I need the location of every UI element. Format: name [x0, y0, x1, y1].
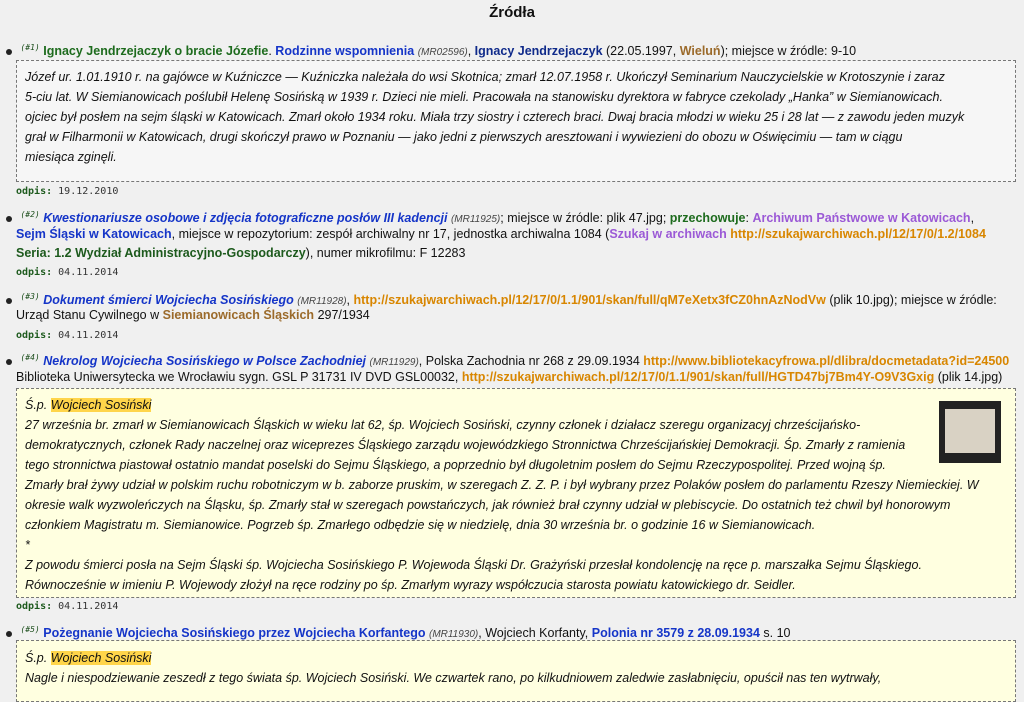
repository-text: , miejsce w repozytorium: zespół archiwalny nr 17, jednostka archiwalna 1084 ( [171, 227, 610, 241]
quote-heading: Ś.p. Wojciech Sosiński [25, 398, 152, 412]
source-entry-1: $^{(\#1)}$ Ignacy Jendrzejaczyk o bracie Józefie. Rodzinne wspomnienia (MR02596), Ignacy Jendrzejaczyk (22.05.1997, Wieluń); miejsce w źródle: 9-10 [6, 38, 1024, 62]
odpis-date-3: odpis: 04.11.2014 [16, 330, 119, 341]
source-title-link[interactable]: Kwestionariusze osobowe i zdjęcia fotograficzne posłów III kadencji [43, 211, 448, 226]
source-title-link[interactable]: Dokument śmierci Wojciecha Sosińskiego [43, 293, 294, 308]
place-link[interactable]: Siemianowicach Śląskich [162, 308, 315, 322]
source-code: (MR11925) [450, 214, 501, 226]
newspaper-thumbnail[interactable] [939, 401, 1001, 463]
source-title-link[interactable]: Pożegnanie Wojciecha Sosińskiego przez Wojciecha Korfantego [43, 626, 426, 641]
source-number: (#5) [20, 625, 40, 634]
quote-line: 27 września br. zmarł w Siemianowicach Śląskich w wieku lat 62, śp. Wojciech Sosiński, czynny członek i działacz szeregu organizacyj chrześcijańsko- [25, 418, 861, 432]
source-number: (#2) [20, 210, 40, 219]
odpis-date-2: odpis: 04.11.2014 [16, 267, 119, 278]
source-code: (MR02596) [417, 47, 468, 59]
source-entry-2: $^{(\#2)}$ Kwestionariusze osobowe i zdjęcia fotograficzne posłów III kadencji (MR11925); miejsce w źródle: plik 47.jpg; przechowuje: Archiwum Państwowe w Katowicach, [6, 205, 1024, 229]
source-date: (22.05.1997, [606, 44, 677, 59]
odpis-date-1: odpis: 19.12.2010 [16, 186, 119, 197]
source-author: , Wojciech Korfanty, [478, 626, 589, 641]
quote-line: miesiąca zginęli. [25, 150, 117, 164]
source-2-line-3 [16, 244, 465, 263]
quote-line: Równocześnie w imieniu P. Wojewody złożył na ręce rodziny po śp. Zmarłym wyrazy współczucia starosta powiatu katowickiego dr. Seidler. [25, 578, 796, 592]
szukaj-link[interactable]: Szukaj w archiwach [609, 227, 727, 241]
quote-box-5 [16, 640, 1016, 702]
archive-link[interactable]: Archiwum Państwowe w Katowicach [752, 211, 971, 226]
author-link[interactable]: Ignacy Jendrzejaczyk [474, 44, 603, 59]
source-location: ); miejsce w źródle: 9-10 [720, 44, 857, 59]
microfilm-text: ), numer mikrofilmu: F 12283 [305, 246, 466, 260]
publication-link[interactable]: Rodzinne wspomnienia [275, 44, 415, 59]
bullet-icon [6, 49, 12, 55]
quote-line: Zmarły brał żywy udział w polskim ruchu robotniczym w b. zaborze pruskim, w szeregach Z. Z. P. i był wybrany przez Polaków posłem do parlamentu Rzeszy Niemieckiej. W [25, 478, 979, 492]
highlighted-name: Wojciech Sosiński [50, 651, 152, 665]
source-location: (plik 10.jpg); miejsce w źródle: [829, 293, 997, 308]
odpis-date-4: odpis: 04.11.2014 [16, 601, 119, 612]
publication-link[interactable]: Polonia nr 3579 z 28.09.1934 [591, 626, 760, 641]
scan-url-link[interactable]: http://szukajwarchiwach.pl/12/17/0/1.1/901/skan/full/HGTD47bj7Bm4Y-O9V3Gxig [461, 370, 935, 384]
source-code: (MR11930) [428, 629, 479, 641]
source-3-line-2: Urząd Stanu Cywilnego w Siemianowicach Śląskich 297/1934 [16, 308, 370, 322]
przechowuje-label: przechowuje [669, 211, 746, 226]
quote-line: Nagle i niespodziewanie zeszedł z tego świata śp. Wojciech Sosiński. We czwartek rano, po kilkudniowem zaledwie zasłabnięciu, opuścił nas ten wytrwały, [25, 671, 882, 685]
source-2-line-2 [16, 225, 986, 244]
source-number: (#4) [20, 353, 40, 362]
page-ref: s. 10 [763, 626, 791, 641]
source-code: (MR11928) [297, 296, 347, 308]
highlighted-name: Wojciech Sosiński [50, 398, 152, 412]
quote-line: grał w Filharmonii w Katowicach, drugi skończył prawo w Poznaniu — jako jedni z pierwszych aresztowani i wywiezieni do obozu w Oświęcimiu — tam w ciągu [25, 130, 903, 144]
quote-heading: Ś.p. Wojciech Sosiński [25, 651, 152, 665]
source-number: (#1) [20, 43, 40, 52]
quote-line: demokratycznych, członek Rady naczelnej oraz wiceprezes Śląskiego zarządu wojewódzkiego Stronnictwa Chrześcijańskiej Demokracji. Śp. Zmarły z ramienia [25, 438, 906, 452]
source-entry-3: $^{(\#3)}$ Dokument śmierci Wojciecha Sosińskiego (MR11928), http://szukajwarchiwach.pl/12/17/0/1.1/901/skan/full/qM7eXetx3fCZ0hnAzNodVw (plik 10.jpg); miejsce w źródle: [6, 287, 1024, 311]
bullet-icon [6, 216, 12, 222]
quote-box-4 [16, 388, 1016, 598]
quote-line: * [25, 538, 30, 552]
place-link[interactable]: Wieluń [679, 44, 721, 59]
series-label: Seria: 1.2 Wydział Administracyjno-Gospodarczy [16, 246, 306, 260]
repository-link[interactable]: Sejm Śląski w Katowicach [16, 227, 172, 241]
quote-line: Z powodu śmierci posła na Sejm Śląski śp. Wojciecha Sosińskiego P. Wojewoda Śląski Dr. Grażyński przesłał kondolencję na ręce p. marszałka Sejmu Śląskiego. [25, 558, 922, 572]
bullet-icon [6, 359, 12, 365]
quote-line: tego stronnictwa piastował ostatnio mandat poselski do Sejmu Śląskiego, a poprzednio był długoletnim posłem do Sejmu Rzeczypospolitej. Przed wojną śp. [25, 458, 886, 472]
page-title: Źródła [489, 4, 535, 21]
quote-box-1 [16, 60, 1016, 182]
quote-line: okresie walk wyzwoleńczych na Śląsku, śp. Zmarły stał w szeregach powstańczych, jak również brał czynny udział w plebiscycie. Do ostatnich też chwil był honorowym [25, 498, 951, 512]
source-title-link[interactable]: Ignacy Jendrzejaczyk o bracie Józefie [43, 44, 269, 59]
source-4-line-2: Biblioteka Uniwersytecka we Wrocławiu sygn. GSL P 31731 IV DVD GSL00032, http://szukajwarchiwach.pl/12/17/0/1.1/901/skan/full/HGTD47bj7Bm4Y-O9V3Gxig (plik 14.jpg) [16, 370, 1003, 384]
quote-line: 5-ciu lat. W Siemianowicach poślubił Helenę Sosińską w 1939 r. Dzieci nie mieli. Pracowała na stanowisku dyrektora w fabryce czekolady „Hanka” w Siemianowicach. [25, 90, 943, 104]
source-location: , Polska Zachodnia nr 268 z 29.09.1934 [418, 354, 640, 369]
quote-line: ojciec był posłem na sejm śląski w Katowicach. Zmarł około 1934 roku. Miała trzy siostry i czterech braci. Dwaj bracia młodzi w wieku 25 i 28 lat — z zawodu jeden muzyk [25, 110, 965, 124]
bullet-icon [6, 631, 12, 637]
library-url-link[interactable]: http://www.bibliotekacyfrowa.pl/dlibra/docmetadata?id=24500 [643, 354, 1010, 369]
source-number: (#3) [20, 292, 40, 301]
source-code: (MR11929) [369, 357, 419, 369]
source-location: ; miejsce w źródle: plik 47.jpg; [500, 211, 667, 226]
scan-url-link[interactable]: http://szukajwarchiwach.pl/12/17/0/1.1/901/skan/full/qM7eXetx3fCZ0hnAzNodVw [353, 293, 826, 308]
quote-line: Józef ur. 1.01.1910 r. na gajówce w Kuźniczce — Kuźniczka należała do wsi Skotnica; zmarł 12.07.1958 r. Ukończył Seminarium Nauczycielskie w Krotoszynie i zaraz [25, 70, 945, 84]
bullet-icon [6, 298, 12, 304]
source-title-link[interactable]: Nekrolog Wojciecha Sosińskiego w Polsce Zachodniej [43, 354, 367, 369]
archive-url-link[interactable]: http://szukajwarchiwach.pl/12/17/0/1.2/1084 [730, 227, 986, 241]
quote-line: członkiem Magistratu m. Siemianowice. Pogrzeb śp. Zmarłego odbędzie się w niedzielę, dnia 30 września br. o godzinie 16 w Siemianowicach. [25, 518, 816, 532]
